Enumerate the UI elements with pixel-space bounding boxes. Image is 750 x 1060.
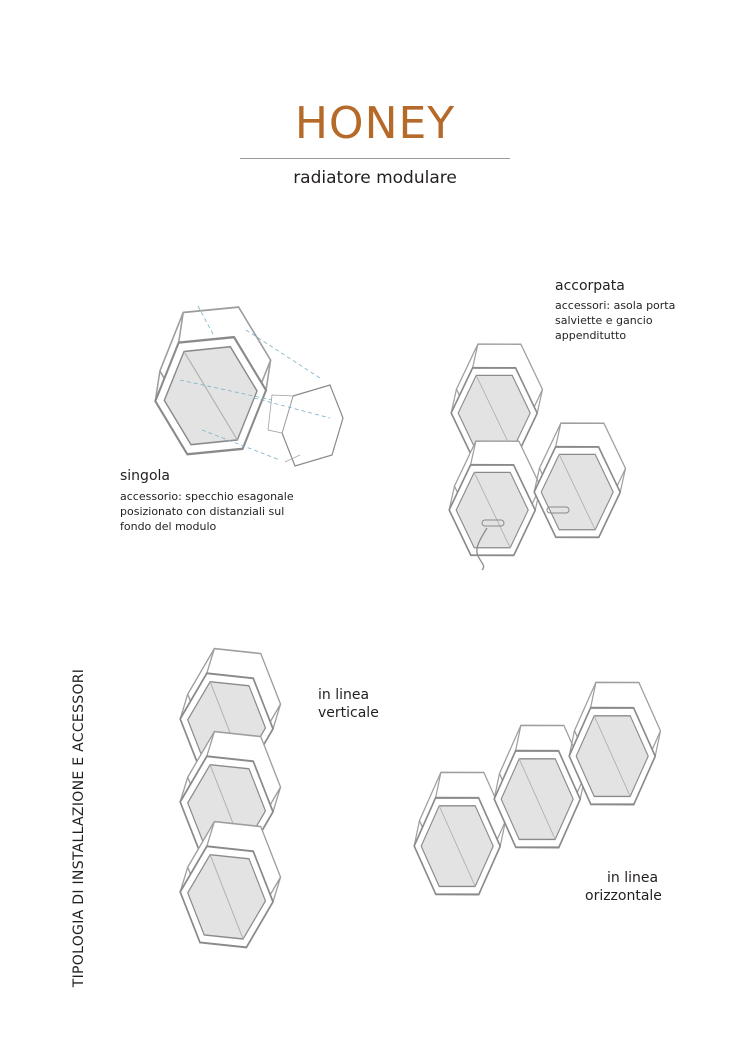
- side-label: TIPOLOGIA DI INSTALLAZIONE E ACCESSORI: [71, 668, 87, 988]
- singola-module: [129, 281, 298, 481]
- singola-label: singola: [120, 468, 170, 484]
- page-subtitle: radiatore modulare: [293, 168, 457, 188]
- page-title: HONEY: [294, 98, 456, 149]
- verticale-label: in linea verticale: [318, 687, 379, 721]
- accorpata-note: accessori: asola porta salviette e gancio appenditutto: [555, 299, 676, 342]
- singola-note: accessorio: specchio esagonale posizionato con distanziali sul fondo del modulo: [120, 490, 294, 533]
- accorpata-label: accorpata: [555, 278, 625, 294]
- orizzontale-label: in linea orizzontale: [585, 870, 662, 904]
- vertical-module-3: [164, 801, 297, 967]
